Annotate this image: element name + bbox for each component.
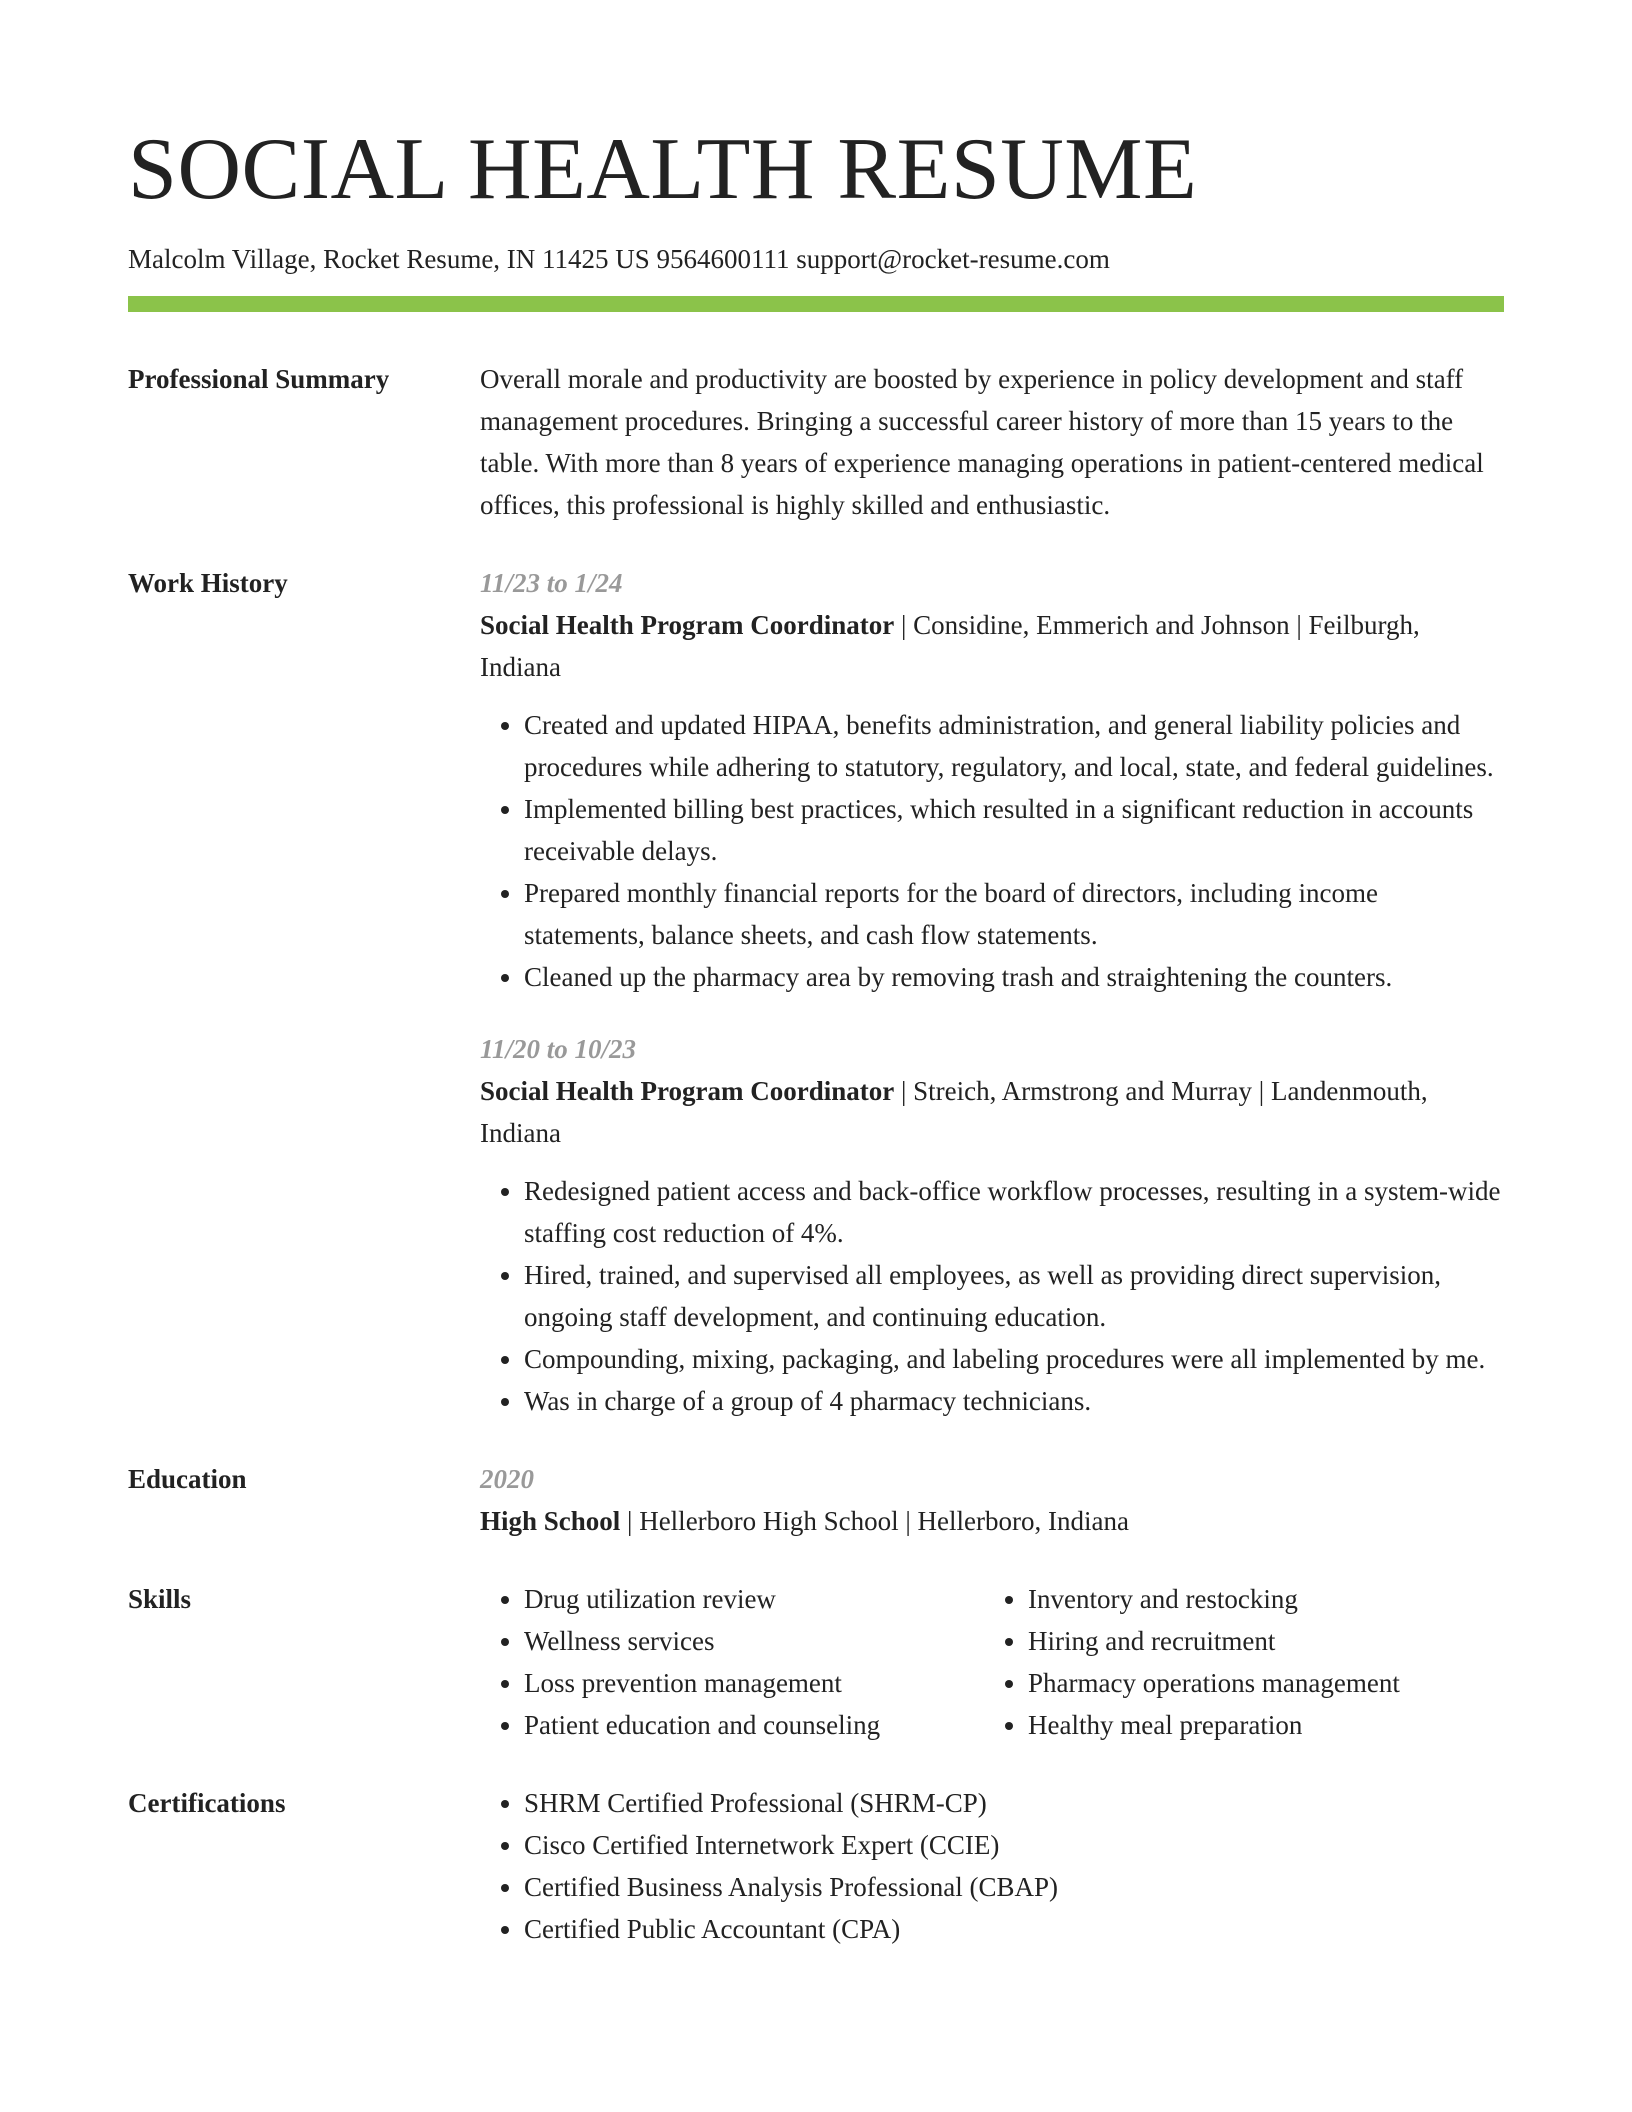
section-body	[480, 1578, 1504, 1746]
list-item: • Certified Business Analysis Professional (CBAP)	[524, 1866, 1504, 1908]
education-details: | Hellerboro High School | Hellerboro, Indiana	[620, 1506, 1129, 1536]
contact-line: Malcolm Village, Rocket Resume, IN 11425 US 9564600111 support@rocket-resume.com	[128, 244, 1110, 274]
education-line	[480, 1500, 1504, 1542]
section-work-history	[128, 562, 1504, 1422]
list-item: • Inventory and restocking	[1028, 1578, 1488, 1620]
education-degree: High School	[480, 1506, 621, 1536]
job-details: | Considine, Emmerich and Johnson | Feilburgh, Indiana	[480, 610, 1420, 682]
education-date: 2020	[480, 1464, 534, 1494]
list-item: • Wellness services	[524, 1620, 984, 1662]
list-item: • Cisco Certified Internetwork Expert (CCIE)	[524, 1824, 1504, 1866]
section-label: Skills	[128, 1584, 192, 1614]
list-item: • Drug utilization review	[524, 1578, 984, 1620]
resume-sections	[128, 358, 1504, 1950]
certifications-list	[480, 1782, 1504, 1950]
skills-column-right	[984, 1578, 1488, 1746]
job-title: Social Health Program Coordinator	[480, 1076, 895, 1106]
section-body	[480, 1782, 1504, 1950]
job-role-line	[480, 604, 1504, 688]
section-label: Professional Summary	[128, 364, 390, 394]
list-item: • Certified Public Accountant (CPA)	[524, 1908, 1504, 1950]
list-item: • Pharmacy operations management	[1028, 1662, 1488, 1704]
resume-page	[128, 118, 1504, 1986]
section-body	[480, 358, 1504, 526]
list-item: • Loss prevention management	[524, 1662, 984, 1704]
list-item: • Compounding, mixing, packaging, and labeling procedures were all implemented by me.	[524, 1338, 1504, 1380]
section-body	[480, 1458, 1504, 1542]
job-details: | Streich, Armstrong and Murray | Landenmouth, Indiana	[480, 1076, 1428, 1148]
section-summary	[128, 358, 1504, 526]
list-item: • Patient education and counseling	[524, 1704, 984, 1746]
list-item: • Redesigned patient access and back-office workflow processes, resulting in a system-wide staffing cost reduction of 4%.	[524, 1170, 1504, 1254]
list-item: • Healthy meal preparation	[1028, 1704, 1488, 1746]
section-label: Certifications	[128, 1788, 286, 1818]
section-label: Education	[128, 1464, 247, 1494]
list-item: • Prepared monthly financial reports for the board of directors, including income statements, balance sheets, and cash flow statements.	[524, 872, 1504, 956]
list-item: • Was in charge of a group of 4 pharmacy technicians.	[524, 1380, 1504, 1422]
list-item: • Hired, trained, and supervised all employees, as well as providing direct supervision, ongoing staff development, and continuing education.	[524, 1254, 1504, 1338]
job-bullets	[480, 704, 1504, 998]
resume-title: SOCIAL HEALTH RESUME	[128, 121, 1198, 218]
job-role-line	[480, 1070, 1504, 1154]
job-bullets	[480, 1170, 1504, 1422]
job-dates: 11/20 to 10/23	[480, 1034, 637, 1064]
section-label: Work History	[128, 568, 288, 598]
list-item: • SHRM Certified Professional (SHRM-CP)	[524, 1782, 1504, 1824]
section-skills	[128, 1578, 1504, 1746]
list-item: • Cleaned up the pharmacy area by removing trash and straightening the counters.	[524, 956, 1504, 998]
job-dates: 11/23 to 1/24	[480, 568, 623, 598]
job-entry	[480, 1028, 1504, 1422]
job-title: Social Health Program Coordinator	[480, 610, 895, 640]
list-item: • Hiring and recruitment	[1028, 1620, 1488, 1662]
skills-column-left	[480, 1578, 984, 1746]
summary-text: Overall morale and productivity are boosted by experience in policy development and staff management procedures. Bringing a successful career history of more than 15 years to the table. With more than 8 years of experience managing operations in patient-centered medical offices, this professional is highly skilled and enthusiastic.	[480, 364, 1484, 520]
list-item: • Created and updated HIPAA, benefits administration, and general liability policies and procedures while adhering to statutory, regulatory, and local, state, and federal guidelines.	[524, 704, 1504, 788]
section-body	[480, 562, 1504, 1422]
section-education	[128, 1458, 1504, 1542]
job-entry	[480, 562, 1504, 998]
accent-divider	[128, 296, 1504, 312]
list-item: • Implemented billing best practices, which resulted in a significant reduction in accounts receivable delays.	[524, 788, 1504, 872]
skills-grid	[480, 1578, 1504, 1746]
section-certifications	[128, 1782, 1504, 1950]
